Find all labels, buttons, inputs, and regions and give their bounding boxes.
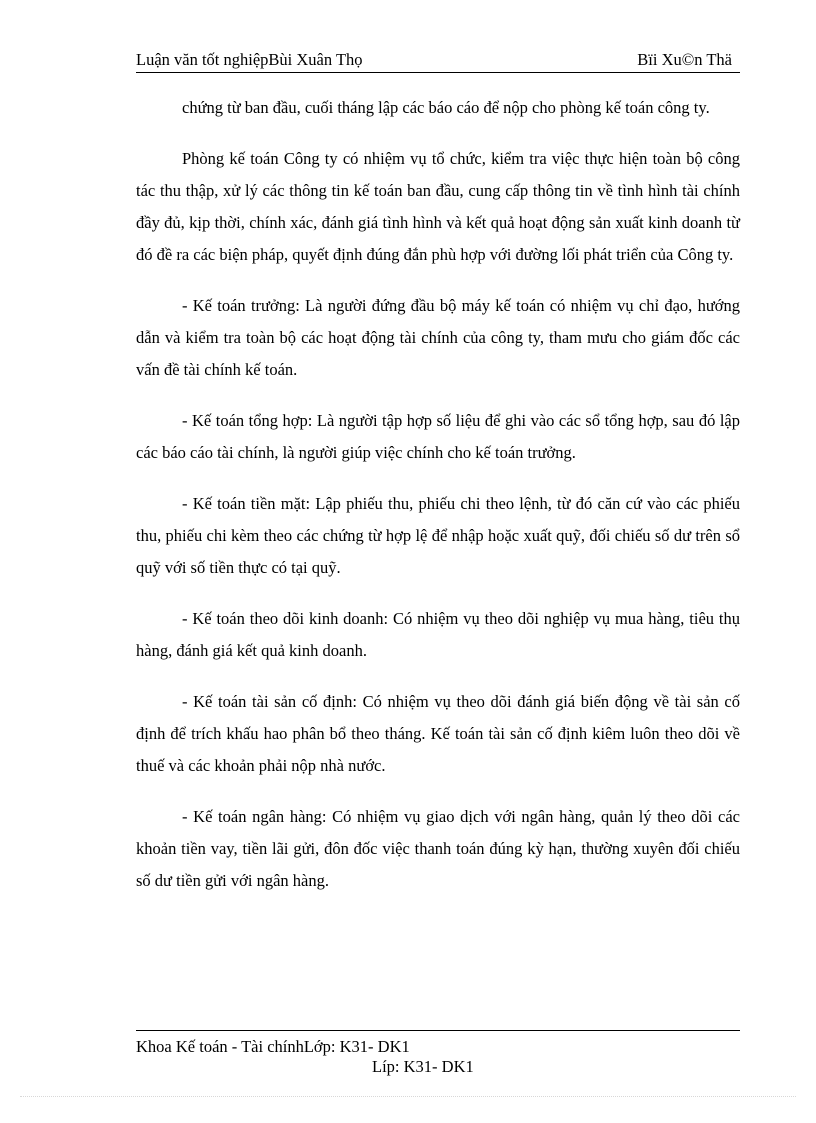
body-text <box>136 92 740 916</box>
page-header <box>136 50 740 73</box>
paragraph-chief-accountant: - Kế toán trưởng: Là người đứng đầu bộ máy kế toán có nhiệm vụ chỉ đạo, hướng dẫn và kiểm tra toàn bộ các hoạt động tài chính của công ty, tham mưu cho giám đốc các vấn đề tài chính kế toán. <box>136 296 740 379</box>
header-thesis-title: Luận văn tốt nghiệpBùi Xuân Thọ <box>136 50 363 69</box>
paragraph-fixed-asset-accountant: - Kế toán tài sản cố định: Có nhiệm vụ theo dõi đánh giá biến động về tài sản cố định để trích khấu hao phân bổ theo tháng. Kế toán tài sản cố định kiêm luôn theo dõi về thuế và các khoản phải nộp nhà nước. <box>136 692 740 775</box>
paragraph-continuation: chứng từ ban đầu, cuối tháng lập các báo cáo để nộp cho phòng kế toán công ty. <box>182 98 710 117</box>
footer-class: Líp: K31- DK1 <box>372 1057 474 1076</box>
page-edge-divider <box>20 1096 796 1097</box>
paragraph-cash-accountant: - Kế toán tiền mặt: Lập phiếu thu, phiếu chi theo lệnh, từ đó căn cứ vào các phiếu thu, phiếu chi kèm theo các chứng từ hợp lệ để nhập hoặc xuất quỹ, đối chiếu số dư trên sổ quỹ với số tiền thực có tại quỹ. <box>136 494 740 577</box>
paragraph-accounting-department: Phòng kế toán Công ty có nhiệm vụ tổ chức, kiểm tra việc thực hiện toàn bộ công tác thu thập, xử lý các thông tin kế toán ban đầu, cung cấp thông tin về tình hình tài chính đầy đủ, kịp thời, chính xác, đánh giá tình hình và kết quả hoạt động sản xuất kinh doanh từ đó đề ra các biện pháp, quyết định đúng đắn phù hợp với đường lối phát triển của Công ty. <box>136 149 740 264</box>
paragraph-general-accountant: - Kế toán tổng hợp: Là người tập hợp số liệu để ghi vào các sổ tổng hợp, sau đó lập các báo cáo tài chính, là người giúp việc chính cho kế toán trưởng. <box>136 411 740 462</box>
page-footer <box>136 1030 740 1076</box>
paragraph-business-accountant: - Kế toán theo dõi kinh doanh: Có nhiệm vụ theo dõi nghiệp vụ mua hàng, tiêu thụ hàng, đánh giá kết quả kinh doanh. <box>136 609 740 660</box>
header-author-name: Bïi Xu©n Thä <box>637 50 732 69</box>
footer-department-class: Khoa Kế toán - Tài chínhLớp: K31- DK1 <box>136 1037 410 1056</box>
paragraph-bank-accountant: - Kế toán ngân hàng: Có nhiệm vụ giao dịch với ngân hàng, quản lý theo dõi các khoản tiền vay, tiền lãi gửi, đôn đốc việc thanh toán đúng kỳ hạn, thường xuyên đối chiếu số dư tiền gửi với ngân hàng. <box>136 807 740 890</box>
